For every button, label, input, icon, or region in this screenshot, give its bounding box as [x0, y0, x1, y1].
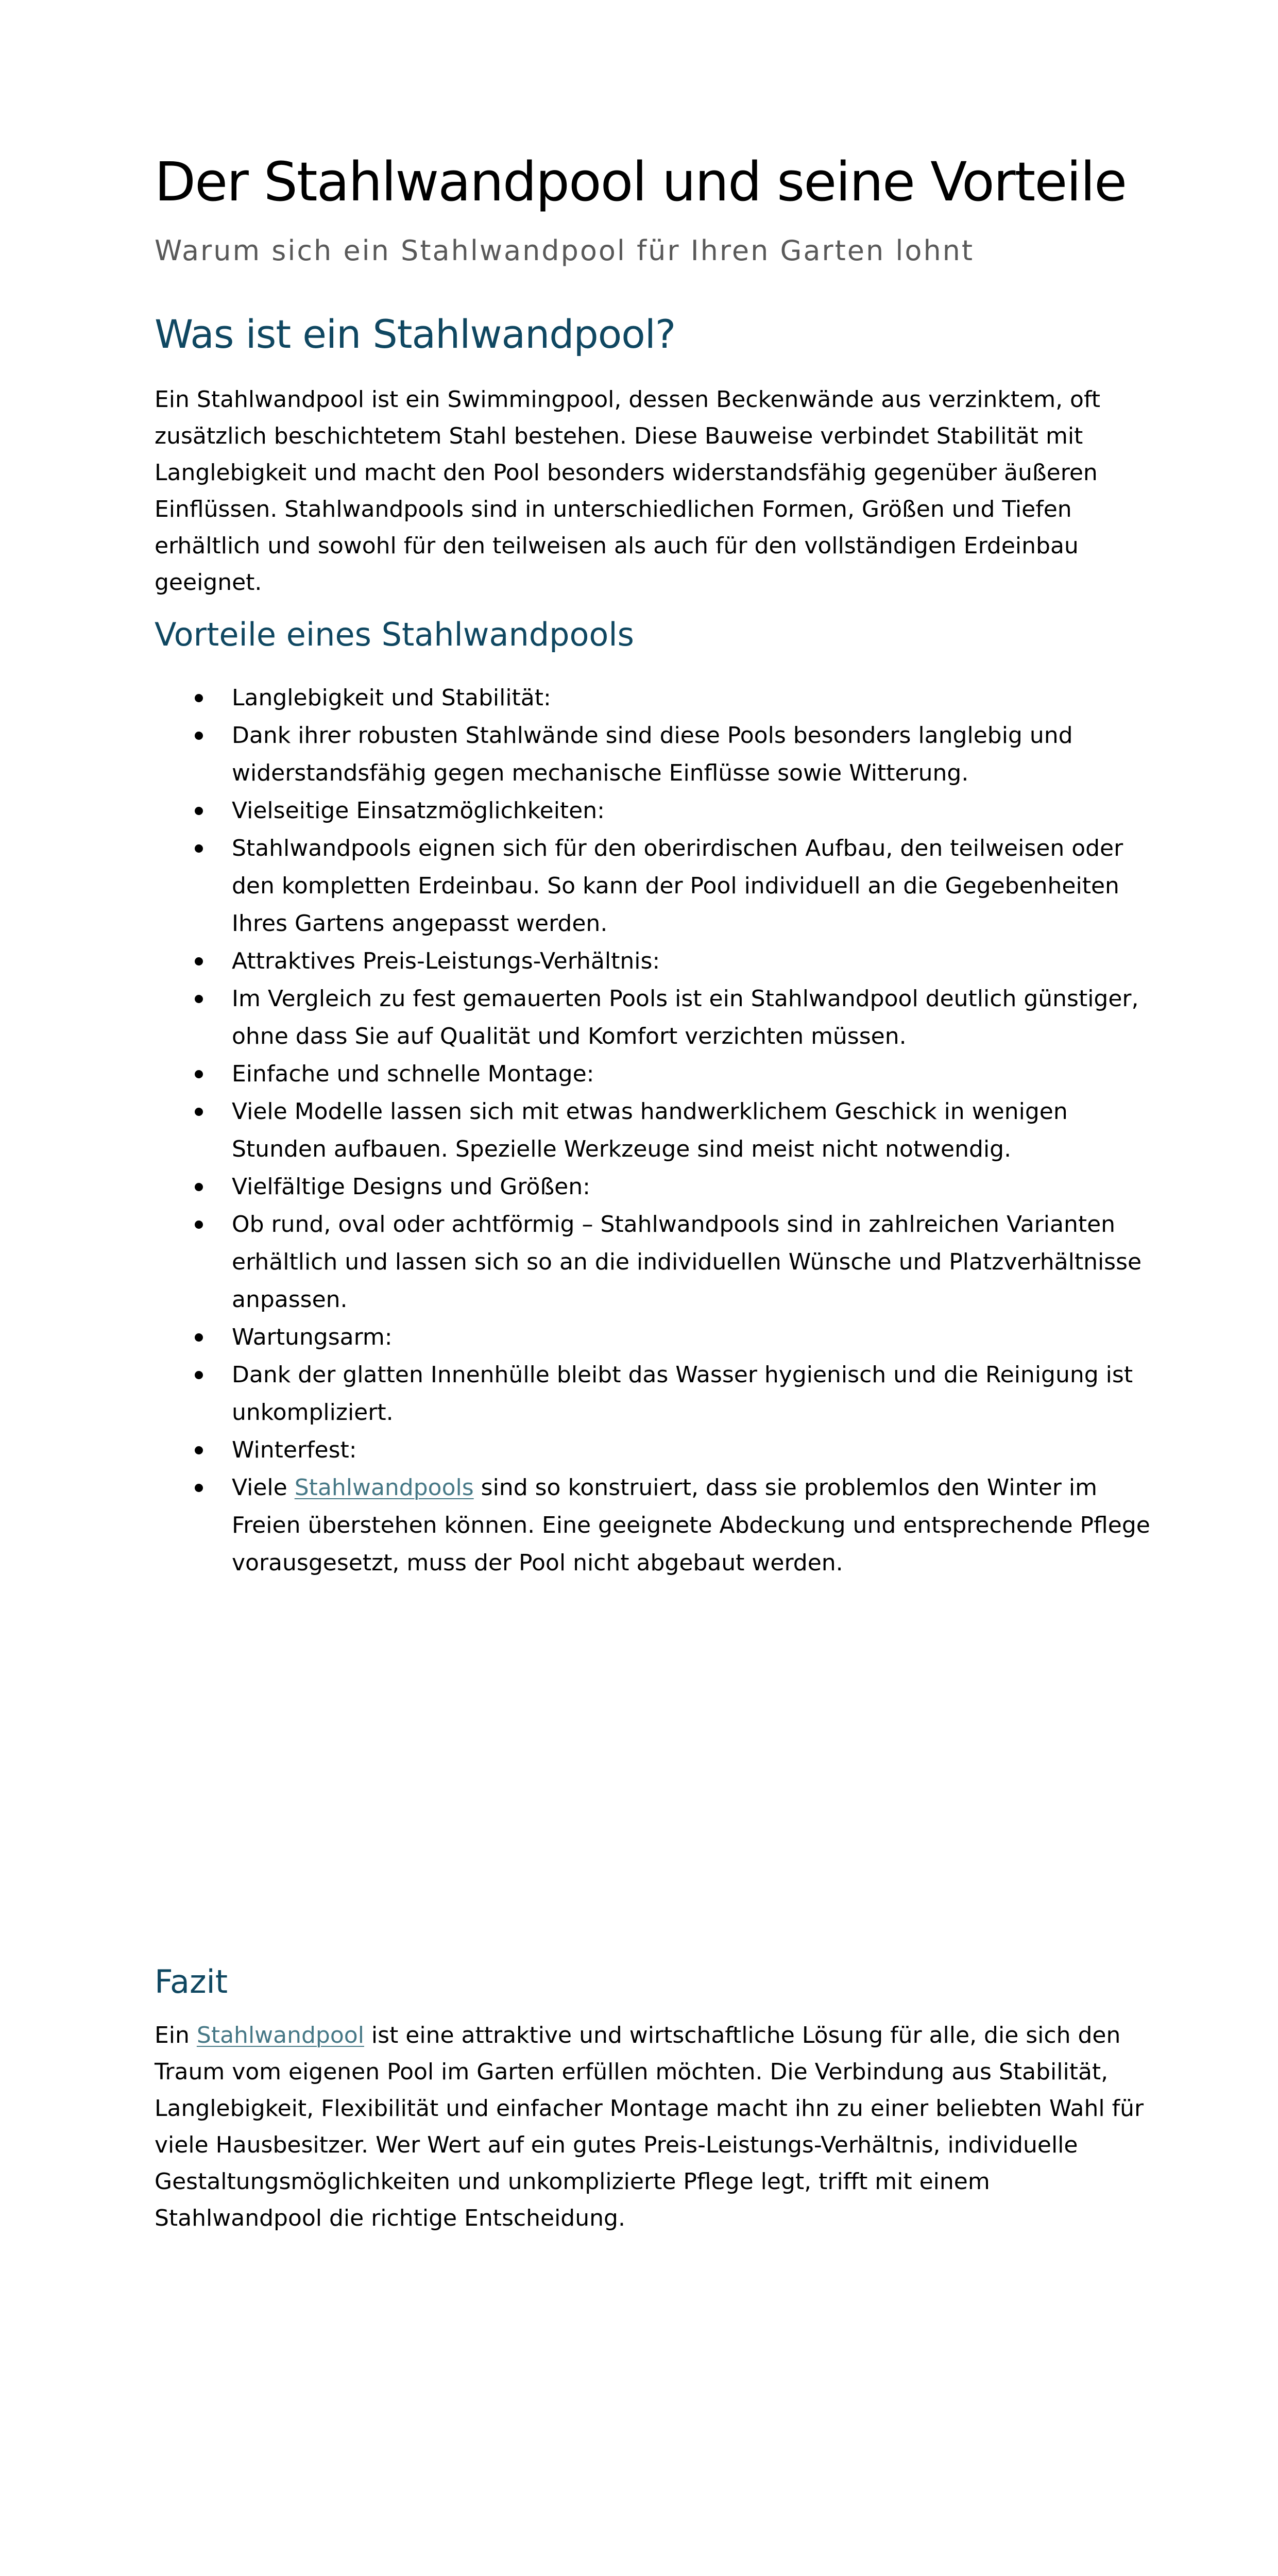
list-item-text: Vielseitige Einsatzmöglichkeiten:	[232, 798, 605, 824]
bullet-icon	[195, 1108, 203, 1116]
bullet-icon	[195, 1333, 203, 1342]
list-item	[155, 980, 1164, 1055]
list-item	[155, 792, 1164, 829]
list-item-text: Dank ihrer robusten Stahlwände sind diese Pools besonders langlebig und widerstandsfähig gegen mechanische Einflüsse sowie Witterung.	[232, 722, 1073, 786]
bullet-icon	[195, 844, 203, 853]
bullet-icon	[195, 1484, 203, 1492]
benefits-list	[155, 679, 1164, 1582]
list-item-text-after-link: sind so konstruiert, dass sie problemlos den Winter im Freien überstehen können. Eine geeignete Abdeckung und entsprechende Pflege vorausgesetzt, muss der Pool nicht abgebaut werden.	[232, 1475, 1150, 1576]
list-item	[155, 829, 1164, 942]
bullet-icon	[195, 807, 203, 815]
list-item	[155, 1469, 1164, 1582]
stahlwandpools-link[interactable]: Stahlwandpools	[294, 1475, 474, 1501]
heading-what-is: Was ist ein Stahlwandpool?	[155, 311, 676, 357]
bullet-icon	[195, 1371, 203, 1379]
list-item	[155, 1168, 1164, 1206]
list-item-text: Stahlwandpools eignen sich für den oberirdischen Aufbau, den teilweisen oder den kompletten Erdeinbau. So kann der Pool individuell an die Gegebenheiten Ihres Gartens angepasst werden.	[232, 835, 1123, 937]
bullet-icon	[195, 1221, 203, 1229]
bullet-icon	[195, 1183, 203, 1191]
list-item-text: Winterfest:	[232, 1437, 357, 1463]
list-item	[155, 942, 1164, 980]
list-item	[155, 679, 1164, 717]
list-item	[155, 1206, 1164, 1318]
document-subtitle: Warum sich ein Stahlwandpool für Ihren Garten lohnt	[155, 234, 975, 267]
bullet-icon	[195, 1446, 203, 1454]
list-item-text: Im Vergleich zu fest gemauerten Pools ist ein Stahlwandpool deutlich günstiger, ohne dass Sie auf Qualität und Komfort verzichten müssen.	[232, 986, 1139, 1049]
bullet-icon	[195, 1070, 203, 1078]
bullet-icon	[195, 694, 203, 702]
bullet-icon	[195, 995, 203, 1003]
list-item-text-before-link: Viele	[232, 1475, 295, 1501]
document-title: Der Stahlwandpool und seine Vorteile	[155, 150, 1127, 213]
list-item-text: Dank der glatten Innenhülle bleibt das Wasser hygienisch und die Reinigung ist unkompliziert.	[232, 1362, 1133, 1426]
list-item-text: Attraktives Preis-Leistungs-Verhältnis:	[232, 948, 660, 974]
list-item-text: Wartungsarm:	[232, 1324, 393, 1350]
list-item-text: Einfache und schnelle Montage:	[232, 1061, 594, 1087]
conclusion-text-before-link: Ein	[155, 2022, 197, 2048]
list-item-text: Vielfältige Designs und Größen:	[232, 1174, 590, 1200]
conclusion-paragraph	[155, 2017, 1164, 2236]
bullet-icon	[195, 957, 203, 965]
list-item	[155, 1318, 1164, 1356]
list-item-text: Ob rund, oval oder achtförmig – Stahlwandpools sind in zahlreichen Varianten erhältlich und lassen sich so an die individuellen Wünsche und Platzverhältnisse anpassen.	[232, 1211, 1142, 1313]
list-item-text: Langlebigkeit und Stabilität:	[232, 685, 551, 711]
list-item	[155, 1431, 1164, 1469]
list-item	[155, 717, 1164, 792]
list-item	[155, 1055, 1164, 1093]
list-item	[155, 1356, 1164, 1431]
bullet-icon	[195, 732, 203, 740]
heading-conclusion: Fazit	[155, 1963, 228, 2001]
list-item	[155, 1093, 1164, 1168]
conclusion-text-after-link: ist eine attraktive und wirtschaftliche Lösung für alle, die sich den Traum vom eigenen Pool im Garten erfüllen möchten. Die Verbindung aus Stabilität, Langlebigkeit, Flexibilität und einfacher Montage macht ihn zu einer beliebten Wahl für viele Hausbesitzer. Wer Wert auf ein gutes Preis-Leistungs-Verhältnis, individuelle Gestaltungsmöglichkeiten und unkomplizierte Pflege legt, trifft mit einem Stahlwandpool die richtige Entscheidung.	[155, 2022, 1144, 2231]
intro-paragraph: Ein Stahlwandpool ist ein Swimmingpool, dessen Beckenwände aus verzinktem, oft zusätzlich beschichtetem Stahl bestehen. Diese Bauweise verbindet Stabilität mit Langlebigkeit und macht den Pool besonders widerstandsfähig gegenüber äußeren Einflüssen. Stahlwandpools sind in unterschiedlichen Formen, Größen und Tiefen erhältlich und sowohl für den teilweisen als auch für den vollständigen Erdeinbau geeignet.	[155, 386, 1100, 596]
list-item-text: Viele Modelle lassen sich mit etwas handwerklichem Geschick in wenigen Stunden aufbauen. Spezielle Werkzeuge sind meist nicht notwendig.	[232, 1098, 1068, 1162]
heading-benefits: Vorteile eines Stahlwandpools	[155, 616, 634, 653]
stahlwandpool-link[interactable]: Stahlwandpool	[196, 2022, 364, 2048]
